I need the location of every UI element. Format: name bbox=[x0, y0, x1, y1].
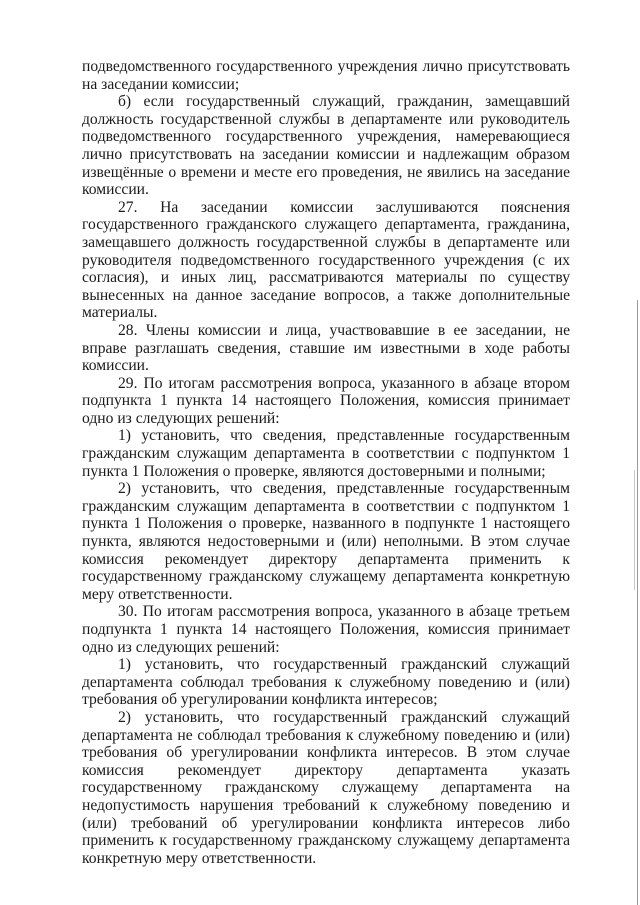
paragraph-subitem-b: б) если государственный служащий, гражданин, замещавший должность государственной службы в департаменте или руководитель подведомственного государственного учреждения, намеревающиеся лично присутствовать на заседании комиссии и надлежащим образом извещённые о времени и месте его проведения, не явились на заседание комиссии. bbox=[82, 93, 570, 199]
paragraph-29: 29. По итогам рассмотрения вопроса, указанного в абзаце втором подпункта 1 пункта 14 настоящего Положения, комиссия принимает одно из следующих решений: bbox=[82, 374, 570, 427]
paragraph-29-item-1: 1) установить, что сведения, представленные государственным гражданским служащим департамента в соответствии с подпунктом 1 пункта 1 Положения о проверке, являются достоверными и полными; bbox=[82, 427, 570, 480]
scan-edge-shadow bbox=[634, 470, 635, 590]
paragraph-27: 27. На заседании комиссии заслушиваются пояснения государственного гражданского служащего департамента, гражданина, замещавшего должность государственной службы в департаменте или руководителя подведомственного государственного учреждения (с их согласия), и иных лиц, рассматриваются материалы по существу вынесенных на данное заседание вопросов, а также дополнительные материалы. bbox=[82, 198, 570, 322]
paragraph-continuation: подведомственного государственного учреждения лично присутствовать на заседании комиссии; bbox=[82, 58, 570, 93]
paragraph-30: 30. По итогам рассмотрения вопроса, указанного в абзаце третьем подпункта 1 пункта 14 настоящего Положения, комиссия принимает одно из следующих решений: bbox=[82, 603, 570, 656]
paragraph-28: 28. Члены комиссии и лица, участвовавшие в ее заседании, не вправе разглашать сведения, ставшие им известными в ходе работы комиссии. bbox=[82, 321, 570, 375]
paragraph-29-item-2: 2) установить, что сведения, представленные государственным гражданским служащим департамента в соответствии с подпунктом 1 пункта 1 Положения о проверке, названного в подпункте 1 настоящего пункта, являются недостоверными и (или) неполными. В этом случае комиссия рекомендует директору департамента применить к государственному гражданскому служащему департамента конкретную меру ответственности. bbox=[82, 480, 570, 603]
paragraph-30-item-2: 2) установить, что государственный гражданский служащий департамента не соблюдал требования к служебному поведению и (или) требования об урегулировании конфликта интересов. В этом случае комиссия рекомендует директору департамента указать государственному гражданскому служащему департамента на недопустимость нарушения требований к служебному поведению и (или) требований об урегулировании конфликта интересов либо применить к государственному гражданскому служащему департамента конкретную меру ответственности. bbox=[82, 708, 570, 867]
scan-edge-line bbox=[637, 300, 638, 905]
document-page bbox=[82, 58, 570, 867]
paragraph-30-item-1: 1) установить, что государственный гражданский служащий департамента соблюдал требования к служебному поведению и (или) требования об урегулировании конфликта интересов; bbox=[82, 656, 570, 709]
